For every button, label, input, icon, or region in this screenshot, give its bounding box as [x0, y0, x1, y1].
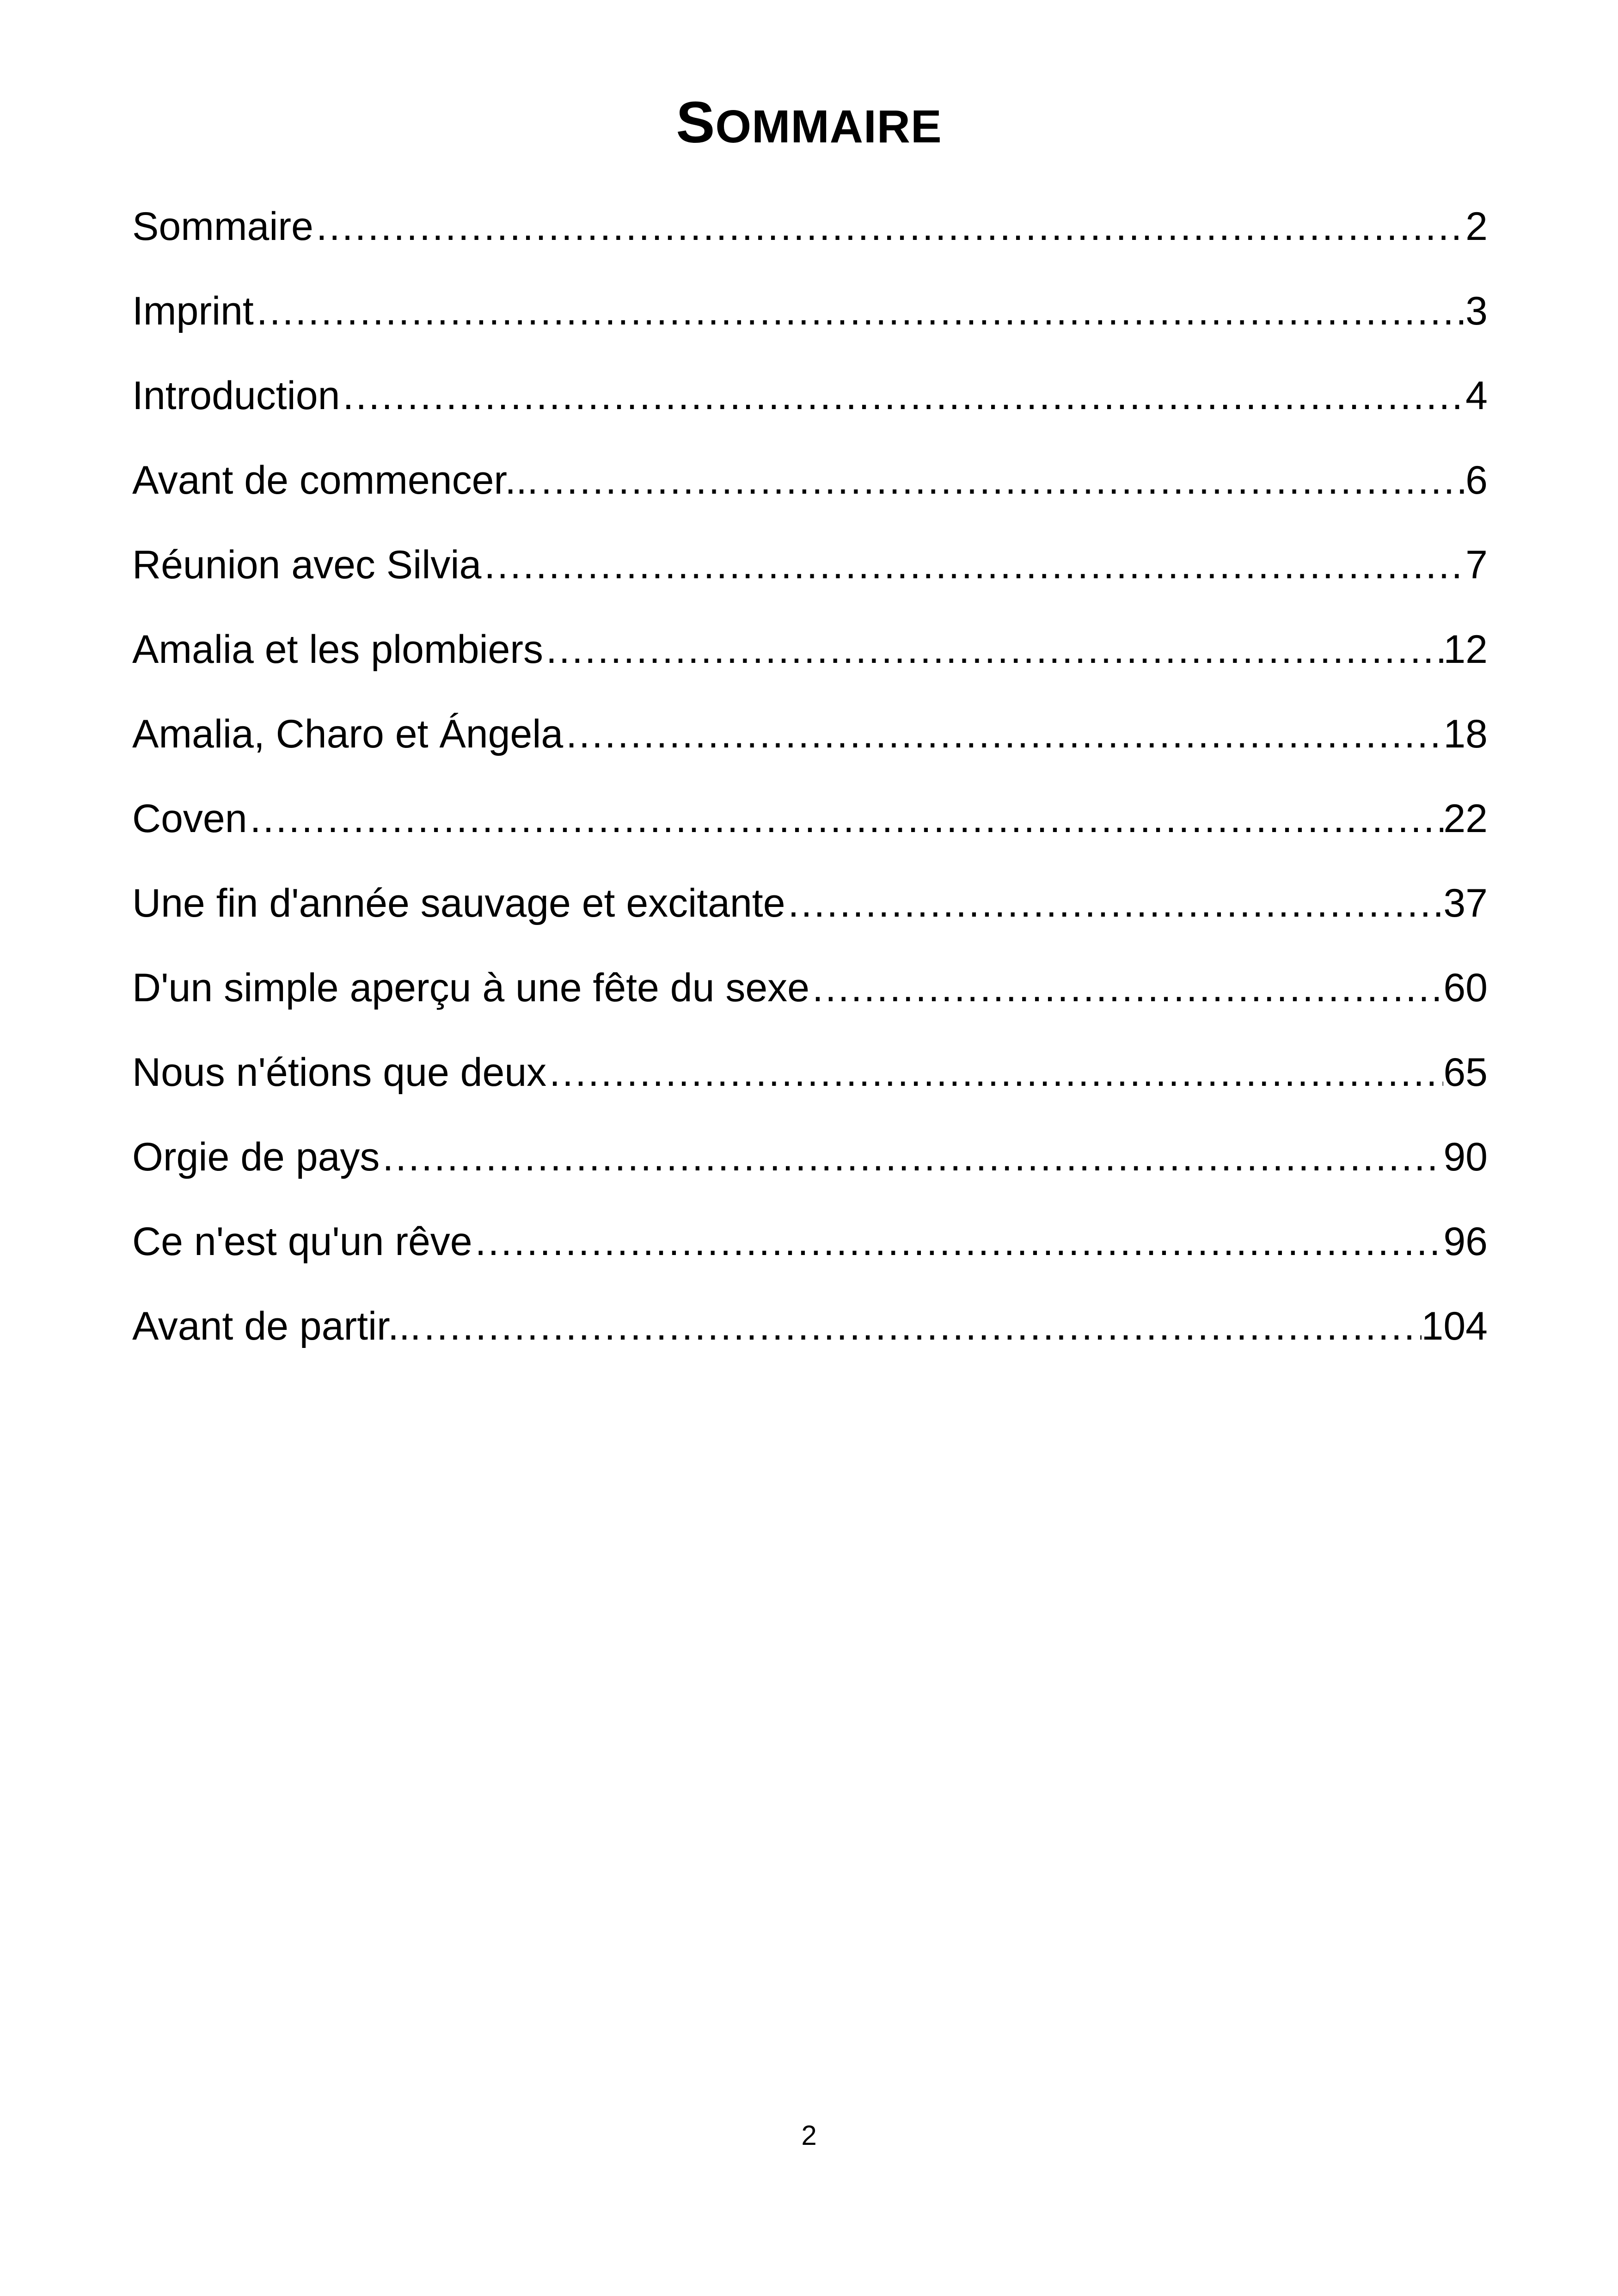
toc-dot-leader [247, 791, 1444, 846]
toc-dot-leader [472, 1214, 1444, 1269]
toc-entry-page: 12 [1443, 627, 1488, 672]
toc-entry[interactable] [132, 537, 1488, 622]
toc-dot-leader [313, 199, 1465, 254]
toc-entry-title: Amalia et les plombiers [132, 627, 544, 672]
toc-entry-title: Coven [132, 796, 247, 841]
toc-dot-leader [481, 537, 1465, 593]
toc-heading-initial: S [676, 90, 716, 155]
toc-entry[interactable] [132, 453, 1488, 537]
toc-entry-title: Introduction [132, 373, 340, 418]
toc-entry[interactable] [132, 1214, 1488, 1298]
toc-dot-leader [340, 368, 1465, 423]
toc-entry[interactable] [132, 622, 1488, 706]
toc-entry-page: 7 [1465, 543, 1488, 587]
toc-entry[interactable] [132, 706, 1488, 791]
toc-heading [0, 88, 1618, 161]
toc-entry[interactable] [132, 876, 1488, 960]
toc-entry[interactable] [132, 1298, 1488, 1383]
toc-entry-title: Avant de partir... [132, 1304, 421, 1348]
toc-entry-page: 4 [1465, 373, 1488, 418]
toc-entry-page: 60 [1443, 966, 1488, 1010]
page-number: 2 [801, 2120, 817, 2151]
toc-dot-leader [543, 622, 1443, 677]
toc-entry[interactable] [132, 960, 1488, 1045]
toc-dot-leader [809, 960, 1443, 1016]
toc-entry-title: Avant de commencer... [132, 458, 538, 502]
toc-entry-title: Réunion avec Silvia [132, 543, 482, 587]
toc-dot-leader [785, 876, 1444, 931]
toc-entry[interactable] [132, 791, 1488, 876]
toc-entry-page: 18 [1443, 712, 1488, 756]
toc-entry-page: 3 [1465, 289, 1488, 333]
toc-entry-title: Une fin d'année sauvage et excitante [132, 881, 785, 925]
toc-dot-leader [538, 453, 1465, 508]
toc-dot-leader [563, 706, 1443, 762]
toc-entry-page: 96 [1443, 1219, 1488, 1264]
toc-entry-page: 90 [1443, 1135, 1488, 1179]
toc-entry[interactable] [132, 368, 1488, 453]
toc-entry-title: D'un simple aperçu à une fête du sexe [132, 966, 809, 1010]
toc-entry-title: Ce n'est qu'un rêve [132, 1219, 472, 1264]
toc-entry[interactable] [132, 199, 1488, 283]
toc-entry-page: 104 [1421, 1304, 1488, 1348]
toc-entry-title: Nous n'étions que deux [132, 1050, 547, 1095]
toc-entry-title: Sommaire [132, 204, 313, 249]
toc-entry-page: 2 [1465, 204, 1488, 249]
toc-heading-rest: OMMAIRE [715, 101, 942, 153]
toc-entry-title: Orgie de pays [132, 1135, 380, 1179]
toc-entry-page: 6 [1465, 458, 1488, 502]
toc-entry-title: Imprint [132, 289, 254, 333]
toc-dot-leader [421, 1298, 1422, 1354]
toc-entry-page: 65 [1443, 1050, 1488, 1095]
toc-dot-leader [546, 1045, 1443, 1100]
toc-entry-page: 22 [1443, 796, 1488, 841]
toc-dot-leader [380, 1129, 1443, 1185]
toc-entry[interactable] [132, 283, 1488, 368]
toc-list [132, 199, 1488, 1383]
toc-dot-leader [254, 283, 1465, 339]
toc-entry-title: Amalia, Charo et Ángela [132, 712, 564, 756]
toc-entry[interactable] [132, 1129, 1488, 1214]
toc-entry-page: 37 [1443, 881, 1488, 925]
toc-entry[interactable] [132, 1045, 1488, 1129]
